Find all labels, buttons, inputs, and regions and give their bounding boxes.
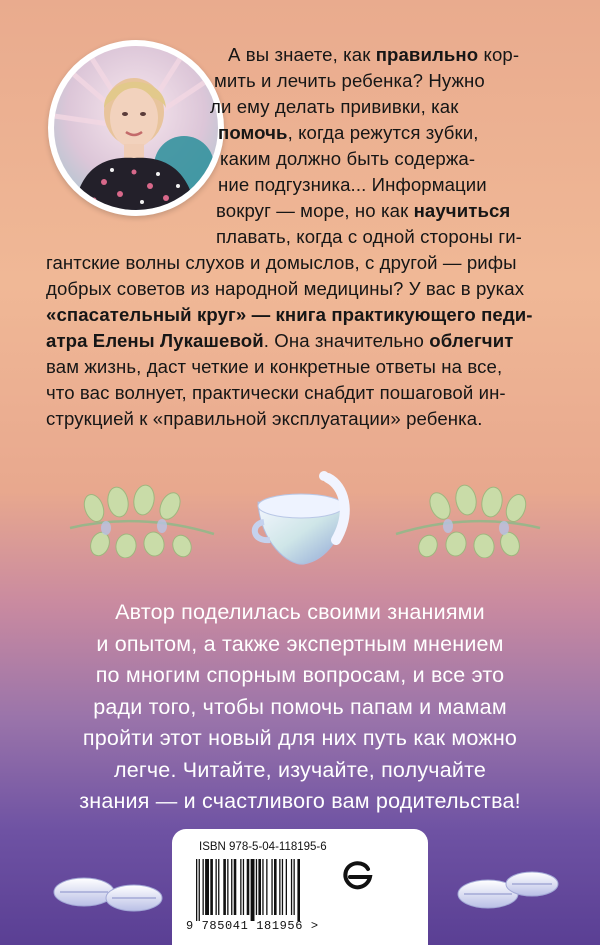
barcode-bar — [199, 859, 200, 921]
barcode-bar — [203, 859, 204, 915]
summary-line: пройти этот новый для них путь как можно — [82, 726, 518, 750]
description-line — [46, 328, 513, 354]
description-line — [210, 94, 458, 120]
barcode-bar — [205, 859, 209, 915]
summary-line: Автор поделилась своими знаниями — [115, 600, 485, 624]
barcode-bar — [297, 859, 300, 921]
barcode-bar — [196, 859, 197, 921]
summary-line: легче. Читайте, изучайте, получайте — [113, 757, 487, 782]
body-text: мить и лечить ребенка? Нужно — [214, 70, 485, 91]
barcode-bar — [210, 859, 213, 915]
barcode-bar — [271, 859, 272, 915]
body-text: гантские волны слухов и домыслов, с другой — рифы — [46, 252, 517, 273]
body-text: что вас волнует, практически снабдит пошаговой ин- — [46, 382, 506, 403]
barcode-bar — [274, 859, 277, 915]
barcode-bar — [243, 859, 244, 915]
body-text: вам жизнь, даст четкие и конкретные ответы на все, — [46, 356, 503, 377]
body-text: . Она значительно — [263, 330, 430, 351]
emphasis-text: атра Елены Лукашевой — [46, 330, 264, 351]
description-line — [46, 302, 533, 328]
body-text: добрых советов из народной медицины? У вас в руках — [46, 278, 525, 299]
body-text: каким должно быть содержа- — [220, 148, 476, 169]
barcode-bar — [282, 859, 283, 915]
barcode-bar — [240, 859, 241, 915]
barcode-digits: 9 785041 181956 > — [186, 919, 319, 933]
barcode-bar — [216, 859, 217, 915]
body-text: ние подгузника... Информации — [218, 174, 487, 195]
barcode-bar — [279, 859, 280, 915]
author-summary-paragraph — [30, 597, 570, 818]
pill-icon — [48, 858, 168, 918]
barcode-panel — [172, 829, 428, 945]
author-photo-icon — [54, 46, 218, 210]
cup-icon — [240, 462, 360, 572]
body-text: А вы знаете, как — [228, 44, 376, 65]
summary-line: и опытом, а также экспертным мнением — [96, 631, 504, 656]
barcode-bar — [247, 859, 250, 915]
barcode-bar — [262, 859, 263, 915]
description-line — [46, 406, 482, 432]
description-line — [214, 68, 485, 94]
barcode-bar — [218, 859, 219, 915]
description-line — [216, 198, 510, 224]
summary-line: по многим спорным вопросам, и все это — [95, 663, 505, 687]
description-line — [46, 276, 524, 302]
barcode-bar — [294, 859, 295, 915]
barcode-bar — [286, 859, 287, 915]
author-portrait — [48, 40, 224, 216]
isbn-label: ISBN 978-5-04-118195-6 — [199, 841, 327, 853]
barcode-bar — [227, 859, 228, 915]
description-line — [216, 224, 522, 250]
emphasis-text: облегчит — [429, 330, 514, 351]
barcode-bar — [223, 859, 226, 915]
emphasis-text: научиться — [413, 200, 511, 221]
body-text: кор- — [478, 44, 520, 65]
description-line — [218, 120, 479, 146]
emphasis-text: помочь — [218, 122, 288, 143]
description-line — [46, 380, 506, 406]
description-line — [46, 250, 517, 276]
description-line — [228, 42, 519, 68]
leaf-branch-icon — [62, 478, 222, 558]
barcode-bar — [251, 859, 255, 921]
barcode-bar — [256, 859, 257, 915]
barcode-bar — [291, 859, 292, 915]
publisher-logo-icon — [338, 855, 378, 895]
leaf-branch-icon — [388, 478, 548, 558]
body-text: вокруг — море, но как — [216, 200, 414, 221]
barcode-bar — [231, 859, 232, 915]
barcode-bar — [258, 859, 261, 915]
summary-line: знания — и счастливого вам родительства! — [79, 789, 521, 813]
description-line — [218, 172, 487, 198]
barcode-icon — [196, 859, 346, 921]
emphasis-text: «спасательный круг» — книга практикующего педи- — [46, 304, 533, 325]
body-text: , когда режутся зубки, — [287, 122, 479, 143]
summary-line: ради того, чтобы помочь папам и мамам — [93, 694, 507, 719]
barcode-bar — [266, 859, 267, 915]
emphasis-text: правильно — [375, 44, 479, 65]
description-line — [46, 354, 502, 380]
body-text: струкцией к «правильной эксплуатации» ребенка. — [46, 408, 483, 429]
pill-icon — [448, 856, 568, 916]
barcode-bar — [234, 859, 237, 915]
body-text: плавать, когда с одной стороны ги- — [216, 226, 522, 247]
body-text: ли ему делать прививки, как — [210, 96, 459, 117]
description-line — [220, 146, 475, 172]
